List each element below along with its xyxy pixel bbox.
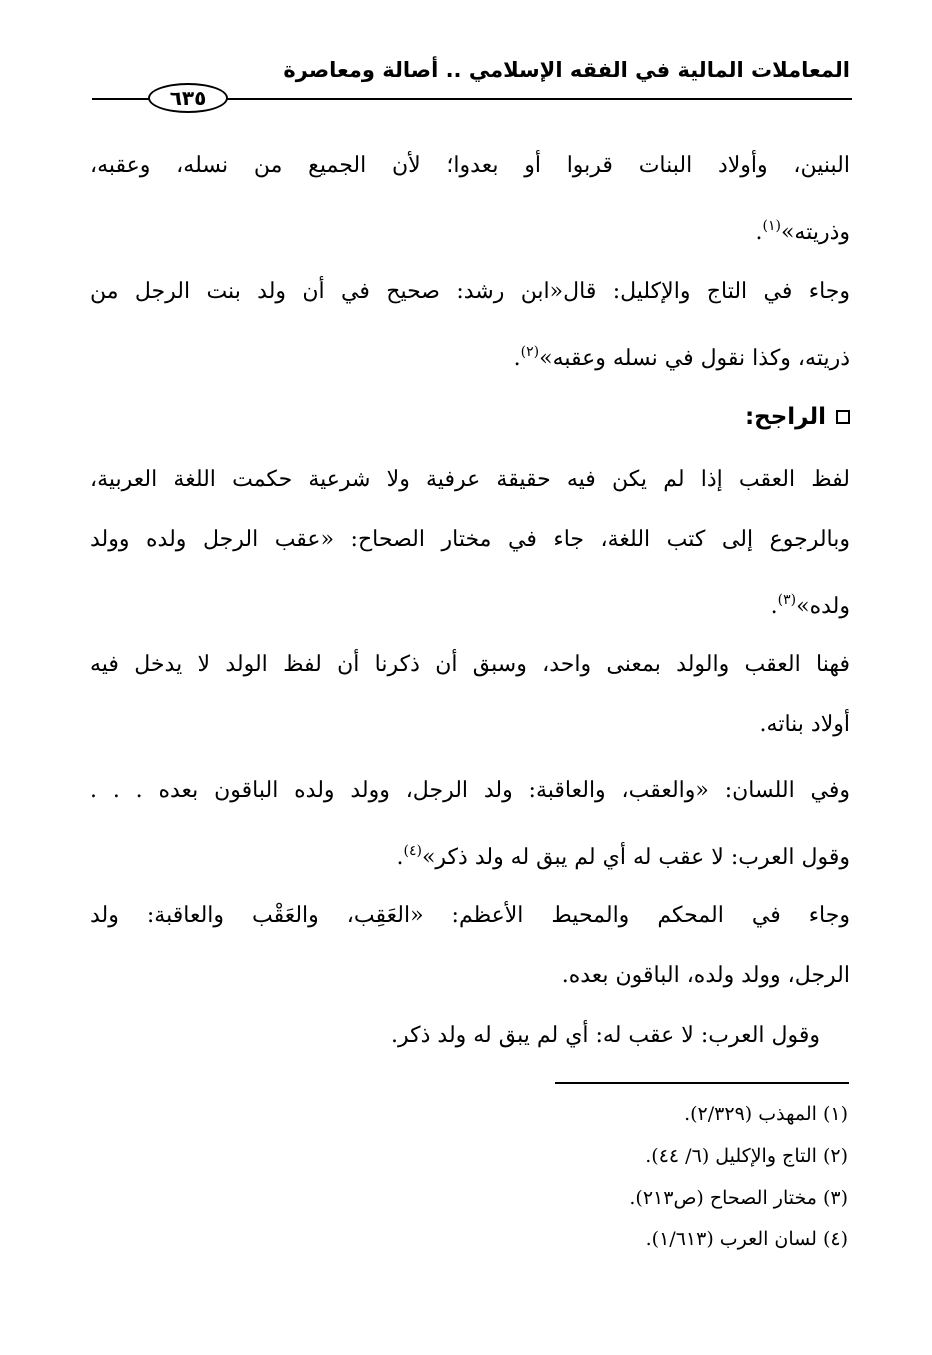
footnote-item: (٢) التاج والإكليل (٦/ ٤٤).: [645, 1145, 848, 1167]
footnote-separator: [555, 1082, 849, 1084]
page-number: ٦٣٥: [148, 83, 228, 113]
checkbox-icon: [836, 410, 850, 424]
body-paragraph: [90, 635, 850, 755]
text-line: لفظ العقب إذا لم يكن فيه حقيقة عرفية ولا شرعية حكمت اللغة العربية،: [90, 467, 850, 492]
text-line-content: ولده»: [796, 594, 850, 619]
body-paragraph: [90, 886, 850, 1066]
header-rule: [226, 98, 852, 100]
text-line: وجاء في التاج والإكليل: قال«ابن رشد: صحيح في أن ولد بنت الرجل من: [90, 279, 850, 304]
footnote-reference[interactable]: (١): [762, 218, 781, 234]
text-line: وجاء في المحكم والمحيط الأعظم: «العَقِب، والعَقْب والعاقبة: ولد: [90, 903, 850, 928]
footnote-item: (٤) لسان العرب (١/٦١٣).: [645, 1228, 848, 1250]
text-line: أولاد بناته.: [759, 712, 850, 737]
text-line: الرجل، وولد ولده، الباقون بعده.: [561, 963, 850, 988]
text-line: وبالرجوع إلى كتب اللغة، جاء في مختار الصحاح: «عقب الرجل ولده وولد: [90, 527, 850, 552]
text-line: فهنا العقب والولد بمعنى واحد، وسبق أن ذكرنا أن لفظ الولد لا يدخل فيه: [90, 652, 850, 677]
body-paragraph: [90, 262, 850, 382]
text-line: وقول العرب: لا عقب له: أي لم يبق له ولد ذكر.: [391, 1023, 820, 1048]
running-header-title: المعاملات المالية في الفقه الإسلامي .. أصالة ومعاصرة: [283, 58, 850, 82]
sentence-end: .: [770, 594, 778, 619]
footnote-reference[interactable]: (٣): [777, 592, 797, 608]
header-rule: [92, 98, 150, 100]
text-line-content: وذريته»: [780, 220, 850, 245]
body-paragraph: [90, 761, 850, 881]
text-line-content: ذريته، وكذا نقول في نسله وعقبه»: [539, 346, 850, 371]
text-line: البنين، وأولاد البنات قربوا أو بعدوا؛ لأن الجميع من نسله، وعقبه،: [90, 153, 850, 178]
text-line: [90, 322, 850, 382]
sentence-end: .: [396, 845, 404, 870]
body-paragraph: [90, 450, 850, 630]
text-line-content: وقول العرب: لا عقب له أي لم يبق له ولد ذكر»: [421, 845, 850, 870]
footnote-reference[interactable]: (٤): [403, 843, 422, 859]
text-line: وفي اللسان: «والعقب، والعاقبة: ولد الرجل، وولد ولده الباقون بعده . . .: [90, 778, 850, 803]
footnote-item: (٣) مختار الصحاح (ص٢١٣).: [629, 1187, 848, 1209]
body-paragraph: [90, 136, 850, 256]
section-heading-text: الراجح:: [744, 404, 826, 430]
sentence-end: .: [513, 346, 521, 371]
sentence-end: .: [755, 220, 763, 245]
section-heading: [745, 395, 850, 439]
text-line: [90, 196, 850, 256]
footnote-item: (١) المهذب (٢/٣٢٩).: [684, 1103, 848, 1125]
footnote-reference[interactable]: (٢): [520, 344, 540, 360]
text-line: [90, 821, 850, 881]
text-line: [90, 570, 850, 630]
